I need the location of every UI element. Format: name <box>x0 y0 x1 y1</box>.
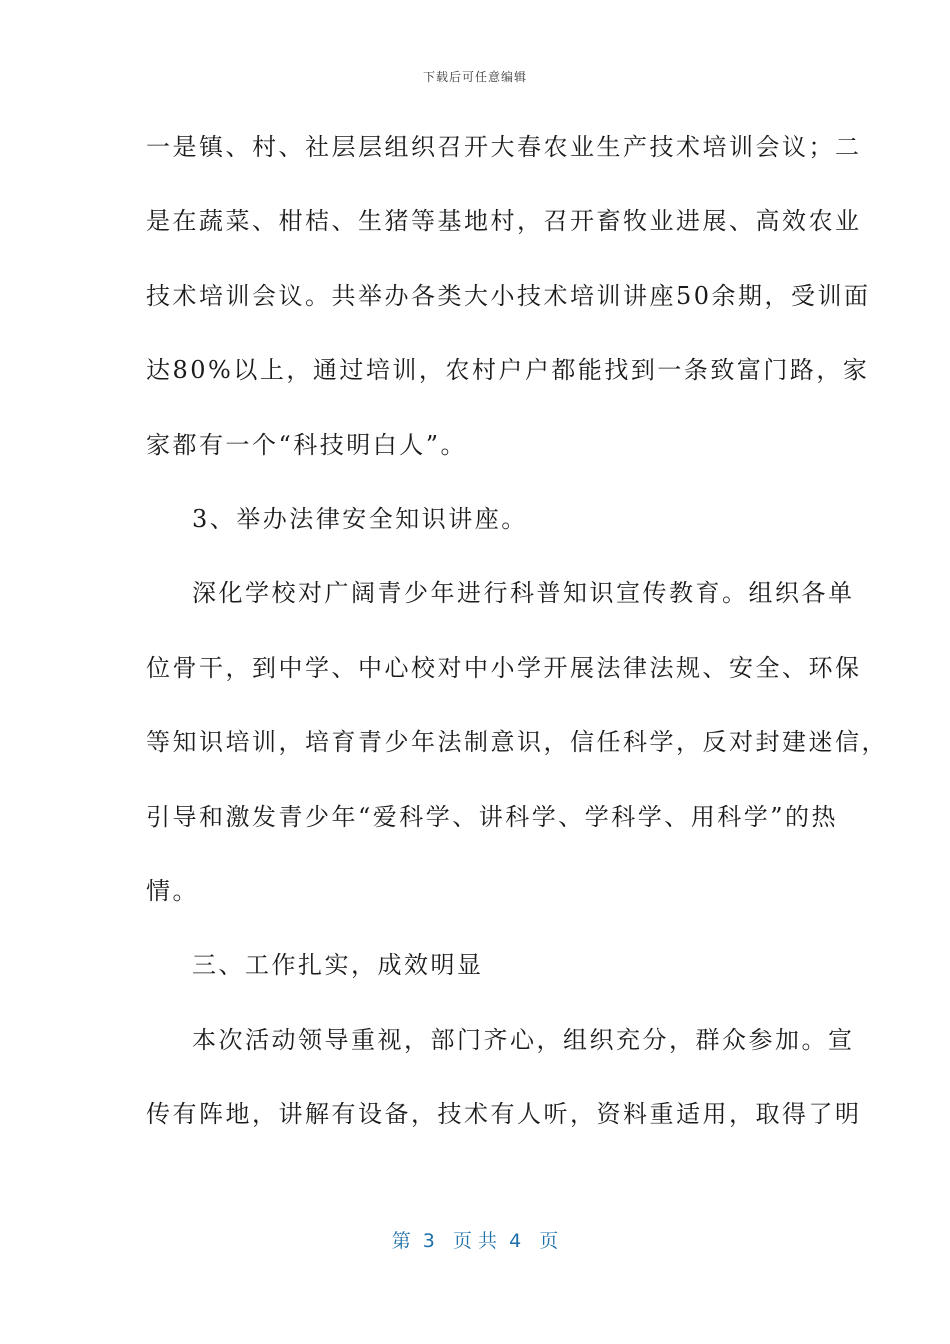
paragraph-line: 传有阵地，讲解有设备，技术有人听，资料重适用，取得了明 <box>146 1100 862 1129</box>
paragraph-line: 本次活动领导重视，部门齐心，组织充分，群众参加。宣 <box>192 1025 855 1054</box>
section-heading: 三、工作扎实，成效明显 <box>192 951 484 980</box>
paragraph-line: 情。 <box>146 876 199 905</box>
paragraph-line: 是在蔬菜、柑桔、生猪等基地村，召开畜牧业进展、高效农业 <box>146 207 862 236</box>
paragraph-line: 位骨干，到中学、中心校对中小学开展法律法规、安全、环保 <box>146 653 862 682</box>
paragraph-line: 深化学校对广阔青少年进行科普知识宣传教育。组织各单 <box>192 579 855 608</box>
paragraph-line: 引导和激发青少年“爱科学、讲科学、学科学、用科学”的热 <box>146 802 839 831</box>
section-heading: 3、举办法律安全知识讲座。 <box>192 504 528 533</box>
header-note: 下载后可任意编辑 <box>422 70 527 84</box>
paragraph-line: 家都有一个“科技明白人”。 <box>146 430 468 459</box>
page-number-footer: 第 3 页 共 4 页 <box>391 1230 559 1252</box>
document-body <box>146 124 888 1165</box>
paragraph-line: 技术培训会议。共举办各类大小技术培训讲座50余期，受训面 <box>146 281 871 310</box>
paragraph-line: 等知识培训，培育青少年法制意识，信任科学，反对封建迷信， <box>146 728 888 757</box>
paragraph-line: 达80%以上，通过培训，农村户户都能找到一条致富门路，家 <box>146 356 870 385</box>
paragraph-line: 一是镇、村、社层层组织召开大春农业生产技术培训会议；二 <box>146 133 862 161</box>
